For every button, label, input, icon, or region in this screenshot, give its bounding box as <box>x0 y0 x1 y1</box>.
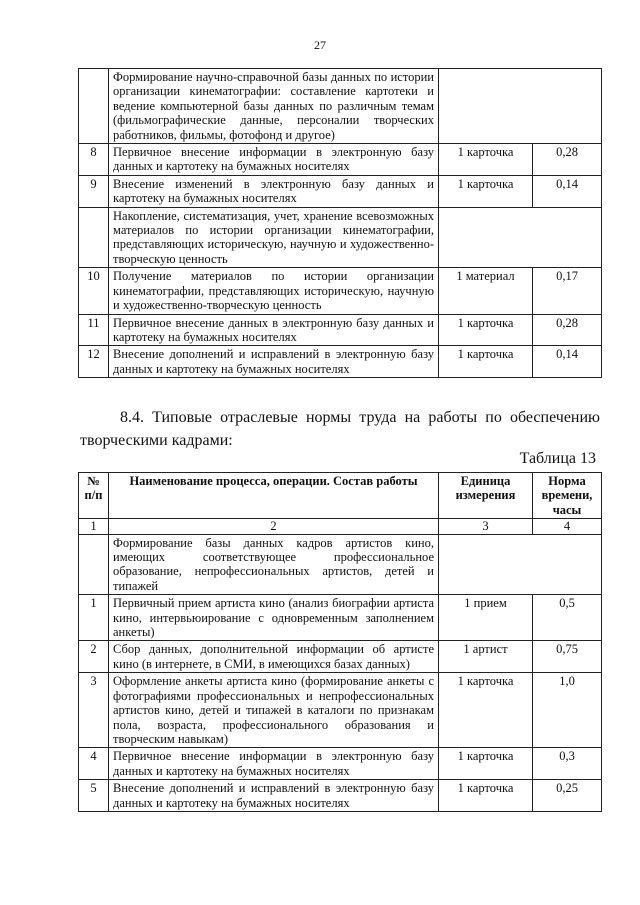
row-operation-name: Внесение дополнений и исправлений в электронную базу данных и картотеку на бумажных носителях <box>109 780 439 812</box>
table-row <box>79 268 602 314</box>
row-number <box>79 207 109 268</box>
row-unit: 1 карточка <box>439 144 533 176</box>
row-operation-name: Получение материалов по истории организации кинематографии, представляющих историческую, научную и художественно-творческую ценность <box>109 268 439 314</box>
row-unit: 1 прием <box>439 595 533 641</box>
row-number: 8 <box>79 144 109 176</box>
row-number <box>79 69 109 144</box>
page-number: 27 <box>314 38 326 52</box>
norms-table-13-body <box>79 534 602 811</box>
row-time-norm: 0,3 <box>533 748 602 780</box>
row-time-norm: 0,75 <box>533 641 602 673</box>
row-operation-name: Оформление анкеты артиста кино (формирование анкеты с фотографиями профессиональных и непрофессиональных артистов кино, детей и типажей в каталоги по признакам пола, возраста, профессионального образования и творческим навыкам) <box>109 673 439 748</box>
header-norm: Норма времени, часы <box>533 473 602 519</box>
row-number <box>79 534 109 595</box>
norms-table-13 <box>78 472 602 812</box>
row-time-norm: 0,17 <box>533 268 602 314</box>
table-row <box>79 673 602 748</box>
row-number: 5 <box>79 780 109 812</box>
table-row <box>79 641 602 673</box>
row-operation-name: Сбор данных, дополнительной информации об артисте кино (в интернете, в СМИ, в имеющихся базах данных) <box>109 641 439 673</box>
row-time-norm: 0,14 <box>533 346 602 378</box>
row-number: 12 <box>79 346 109 378</box>
header-row <box>79 473 602 519</box>
row-operation-name: Формирование научно-справочной базы данных по истории организации кинематографии: составление картотеки и ведение компьютерной базы данных по различным темам (фильмографические данные, персоналии творческих работников, фильмы, фотофонд и другое) <box>109 69 439 144</box>
row-number: 11 <box>79 314 109 346</box>
table-row <box>79 780 602 812</box>
row-unit: 1 карточка <box>439 314 533 346</box>
column-index-row <box>79 519 602 534</box>
row-unit: 1 карточка <box>439 346 533 378</box>
row-unit: 1 карточка <box>439 673 533 748</box>
row-number: 9 <box>79 175 109 207</box>
row-unit: 1 карточка <box>439 780 533 812</box>
header-num: № п/п <box>79 473 109 519</box>
norms-table-13-header <box>79 473 602 535</box>
table-row <box>79 144 602 176</box>
row-operation-name: Первичное внесение информации в электронную базу данных и картотеку на бумажных носителях <box>109 748 439 780</box>
row-time-norm: 0,25 <box>533 780 602 812</box>
row-time-norm: 0,28 <box>533 144 602 176</box>
table-group-row <box>79 534 602 595</box>
row-time-norm: 0,14 <box>533 175 602 207</box>
row-unit: 1 карточка <box>439 175 533 207</box>
row-operation-name: Внесение изменений в электронную базу данных и картотеку на бумажных носителях <box>109 175 439 207</box>
row-operation-name: Накопление, систематизация, учет, хранение всевозможных материалов по истории организации кинематографии, представляющих историческую, научную и художественно-творческую ценность <box>109 207 439 268</box>
norms-table-continued <box>78 68 602 378</box>
row-unit: 1 артист <box>439 641 533 673</box>
column-index: 4 <box>533 519 602 534</box>
table-row <box>79 314 602 346</box>
row-empty-merged-cell <box>439 534 602 595</box>
column-index: 3 <box>439 519 533 534</box>
table-row <box>79 595 602 641</box>
row-time-norm: 0,5 <box>533 595 602 641</box>
row-number: 1 <box>79 595 109 641</box>
header-name: Наименование процесса, операции. Состав работы <box>109 473 439 519</box>
row-operation-name: Первичный прием артиста кино (анализ биографии артиста кино, интервьюирование с одновременным заполнением анкеты) <box>109 595 439 641</box>
row-number: 2 <box>79 641 109 673</box>
row-time-norm: 0,28 <box>533 314 602 346</box>
row-operation-name: Формирование базы данных кадров артистов кино, имеющих соответствующее профессиональное образование, непрофессиональных артистов, детей и типажей <box>109 534 439 595</box>
row-number: 4 <box>79 748 109 780</box>
row-time-norm: 1,0 <box>533 673 602 748</box>
table-row <box>79 346 602 378</box>
table-caption: Таблица 13 <box>519 450 596 467</box>
row-unit: 1 материал <box>439 268 533 314</box>
section-heading: 8.4. Типовые отраслевые нормы труда на работы по обеспечению творческими кадрами: <box>80 409 600 449</box>
norms-table-continued-body <box>79 69 602 378</box>
row-operation-name: Внесение дополнений и исправлений в электронную базу данных и картотеку на бумажных носителях <box>109 346 439 378</box>
header-unit: Единица измерения <box>439 473 533 519</box>
row-number: 10 <box>79 268 109 314</box>
table-group-row <box>79 69 602 144</box>
row-empty-merged-cell <box>439 69 602 144</box>
column-index: 2 <box>109 519 439 534</box>
table-group-row <box>79 207 602 268</box>
row-operation-name: Первичное внесение данных в электронную базу данных и картотеку на бумажных носителях <box>109 314 439 346</box>
row-operation-name: Первичное внесение информации в электронную базу данных и картотеку на бумажных носителях <box>109 144 439 176</box>
row-unit: 1 карточка <box>439 748 533 780</box>
table-row <box>79 175 602 207</box>
table-row <box>79 748 602 780</box>
column-index: 1 <box>79 519 109 534</box>
row-empty-merged-cell <box>439 207 602 268</box>
row-number: 3 <box>79 673 109 748</box>
